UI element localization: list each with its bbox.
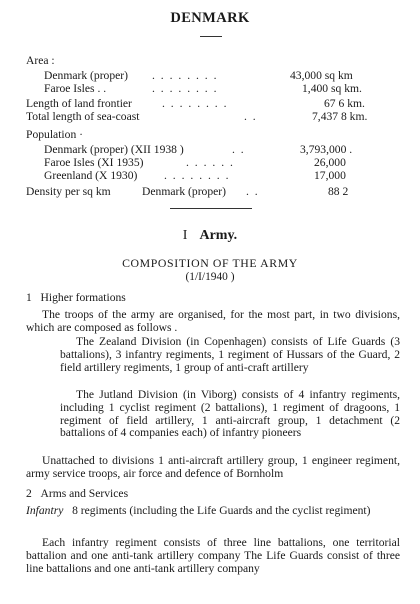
paragraph-zealand-division: The Zealand Division (in Copenhagen) consists of Life Guards (3 battalions), 3 infantry regiments, 1 regiment of Hussars of the Guard, 2 field artillery regiments, 1 group of anti-craft artillery [60,335,400,374]
pop-faroe-value: 26,000 [314,156,346,169]
density-value: 88 2 [328,185,349,198]
section-title: Army. [199,228,238,243]
coast-dots: . . [244,110,258,123]
section-number: I [182,228,188,243]
frontier-value: 67 6 km. [324,97,365,110]
subsection-2-title: Arms and Services [40,487,129,500]
paragraph-organisation: The troops of the army are organised, for the most part, in two divisions, which are composed as follows . [26,308,400,334]
subsection-1-number: 1 [26,291,32,304]
page-title: DENMARK [170,10,250,26]
frontier-dots: . . . . . . . . [162,97,228,110]
section-divider [170,208,252,209]
pop-faroe-dots: . . . . . . [186,156,235,169]
area-heading: Area : [26,54,55,67]
density-label: Density per sq km [26,185,111,198]
subsection-1-title: Higher formations [40,291,126,304]
area-denmark-dots: . . . . . . . . [152,69,218,82]
area-faroe-dots: . . . . . . . . [152,82,218,95]
paragraph-regiment-composition: Each infantry regiment consists of three line battalions, one territorial battalion and one anti-tank artillery company The Life Guards consist of three line battalions and one anti-tank artillery company [26,536,400,575]
paragraph-infantry [26,505,400,518]
subsection-1-heading [26,291,126,304]
composition-title: COMPOSITION OF THE ARMY [122,256,298,270]
density-sub: Denmark (proper) [142,185,227,198]
area-denmark-label: Denmark (proper) [44,69,129,82]
area-denmark-value: 43,000 sq km [290,69,353,82]
pop-greenland-label: Greenland (X 1930) [44,169,138,182]
pop-denmark-dots: . . [232,143,246,156]
subsection-2-number: 2 [26,487,32,500]
pop-greenland-value: 17,000 [314,169,346,182]
coast-label: Total length of sea-coast [26,110,140,123]
area-faroe-value: 1,400 sq km. [302,82,362,95]
population-heading: Population · [26,128,84,141]
paragraph-jutland-division: The Jutland Division (in Viborg) consists of 4 infantry regiments, including 1 cyclist regiment (2 battalions), 1 regiment of dragoons, 1 regiment of field artillery, 1 anti-aircraft group, 1 detachment (2 battalions of 4 companies each) of infantry pioneers [60,388,400,440]
section-heading [0,228,420,244]
pop-faroe-label: Faroe Isles (XI 1935) [44,156,144,169]
title-divider [200,36,222,37]
pop-denmark-value: 3,793,000 . [300,143,353,156]
area-faroe-label: Faroe Isles . . [44,82,107,95]
infantry-lead: Infantry [26,504,64,517]
coast-value: 7,437 8 km. [312,110,368,123]
pop-greenland-dots: . . . . . . . . [164,169,230,182]
paragraph-unattached: Unattached to divisions 1 anti-aircraft artillery group, 1 engineer regiment, army service troops, air force and defence of Bornholm [26,454,400,480]
subsection-2-heading [26,487,128,500]
density-dots: . . [246,185,260,198]
pop-denmark-label: Denmark (proper) (XII 1938 ) [44,143,184,156]
infantry-text: 8 regiments (including the Life Guards and the cyclist regiment) [72,504,371,517]
composition-date: (1/I/1940 ) [185,271,235,283]
frontier-label: Length of land frontier [26,97,132,110]
